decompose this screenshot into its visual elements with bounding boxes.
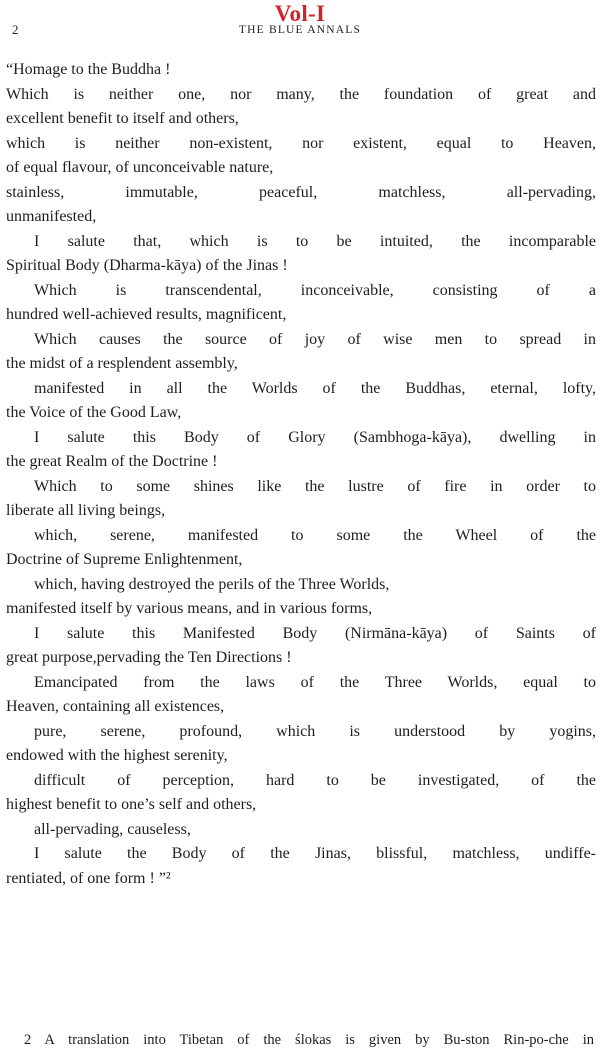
text-line: which, serene, manifested to some the Wheel of the — [34, 526, 596, 544]
text-line: the great Realm of the Doctrine ! — [6, 453, 218, 470]
text-line: which, having destroyed the perils of the Three Worlds, — [34, 575, 390, 593]
text-line: rentiated, of one form ! ”² — [6, 869, 171, 887]
text-line: Spiritual Body (Dharma-kāya) of the Jinas ! — [6, 257, 288, 274]
text-line: endowed with the highest serenity, — [6, 747, 228, 764]
text-line: all-pervading, causeless, — [34, 820, 191, 838]
text-line: “Homage to the Buddha ! — [6, 61, 171, 78]
text-line: Emancipated from the laws of the Three Worlds, equal to — [34, 673, 596, 691]
text-line: Which is transcendental, inconceivable, consisting of a — [34, 281, 596, 299]
text-line: manifested in all the Worlds of the Buddhas, eternal, lofty, — [34, 379, 596, 397]
text-line: unmanifested, — [6, 208, 97, 225]
text-line: Which causes the source of joy of wise men to spread in — [34, 330, 596, 348]
body-text — [6, 58, 596, 891]
text-line: hundred well-achieved results, magnificent, — [6, 306, 287, 323]
text-line: Heaven, containing all existences, — [6, 698, 225, 715]
text-line: the Voice of the Good Law, — [6, 404, 182, 421]
text-line: of equal flavour, of unconceivable nature, — [6, 159, 274, 176]
text-line: liberate all living beings, — [6, 502, 166, 519]
text-line: the midst of a resplendent assembly, — [6, 355, 238, 372]
text-line: manifested itself by various means, and in various forms, — [6, 600, 373, 617]
text-line: I salute this Body of Glory (Sambhoga-kāya), dwelling in — [34, 428, 596, 446]
text-line: Which to some shines like the lustre of fire in order to — [34, 477, 596, 495]
text-line: which is neither non-existent, nor existent, equal to Heaven, — [6, 134, 596, 152]
volume-label: Vol-I — [274, 1, 326, 26]
text-line: Doctrine of Supreme Enlightenment, — [6, 551, 243, 568]
text-line: I salute the Body of the Jinas, blissful, matchless, undiffe- — [34, 845, 596, 862]
text-line: excellent benefit to itself and others, — [6, 110, 239, 127]
page-number: 2 — [12, 22, 19, 37]
text-line: Which is neither one, nor many, the foundation of great and — [6, 85, 596, 103]
text-line: highest benefit to one’s self and others, — [6, 796, 257, 813]
text-line: stainless, immutable, peaceful, matchless, all-pervading, — [6, 183, 596, 201]
footnote: 2 A translation into Tibetan of the ślokas is given by Bu-ston Rin-po-che in — [24, 1032, 594, 1048]
running-title: THE BLUE ANNALS — [238, 24, 362, 36]
text-line: I salute this Manifested Body (Nirmāna-kāya) of Saints of — [34, 624, 596, 642]
text-line: difficult of perception, hard to be investigated, of the — [34, 771, 596, 789]
text-line: great purpose,pervading the Ten Directions ! — [6, 649, 292, 666]
text-line: pure, serene, profound, which is understood by yogins, — [34, 722, 596, 740]
text-line: I salute that, which is to be intuited, the incomparable — [34, 232, 596, 250]
